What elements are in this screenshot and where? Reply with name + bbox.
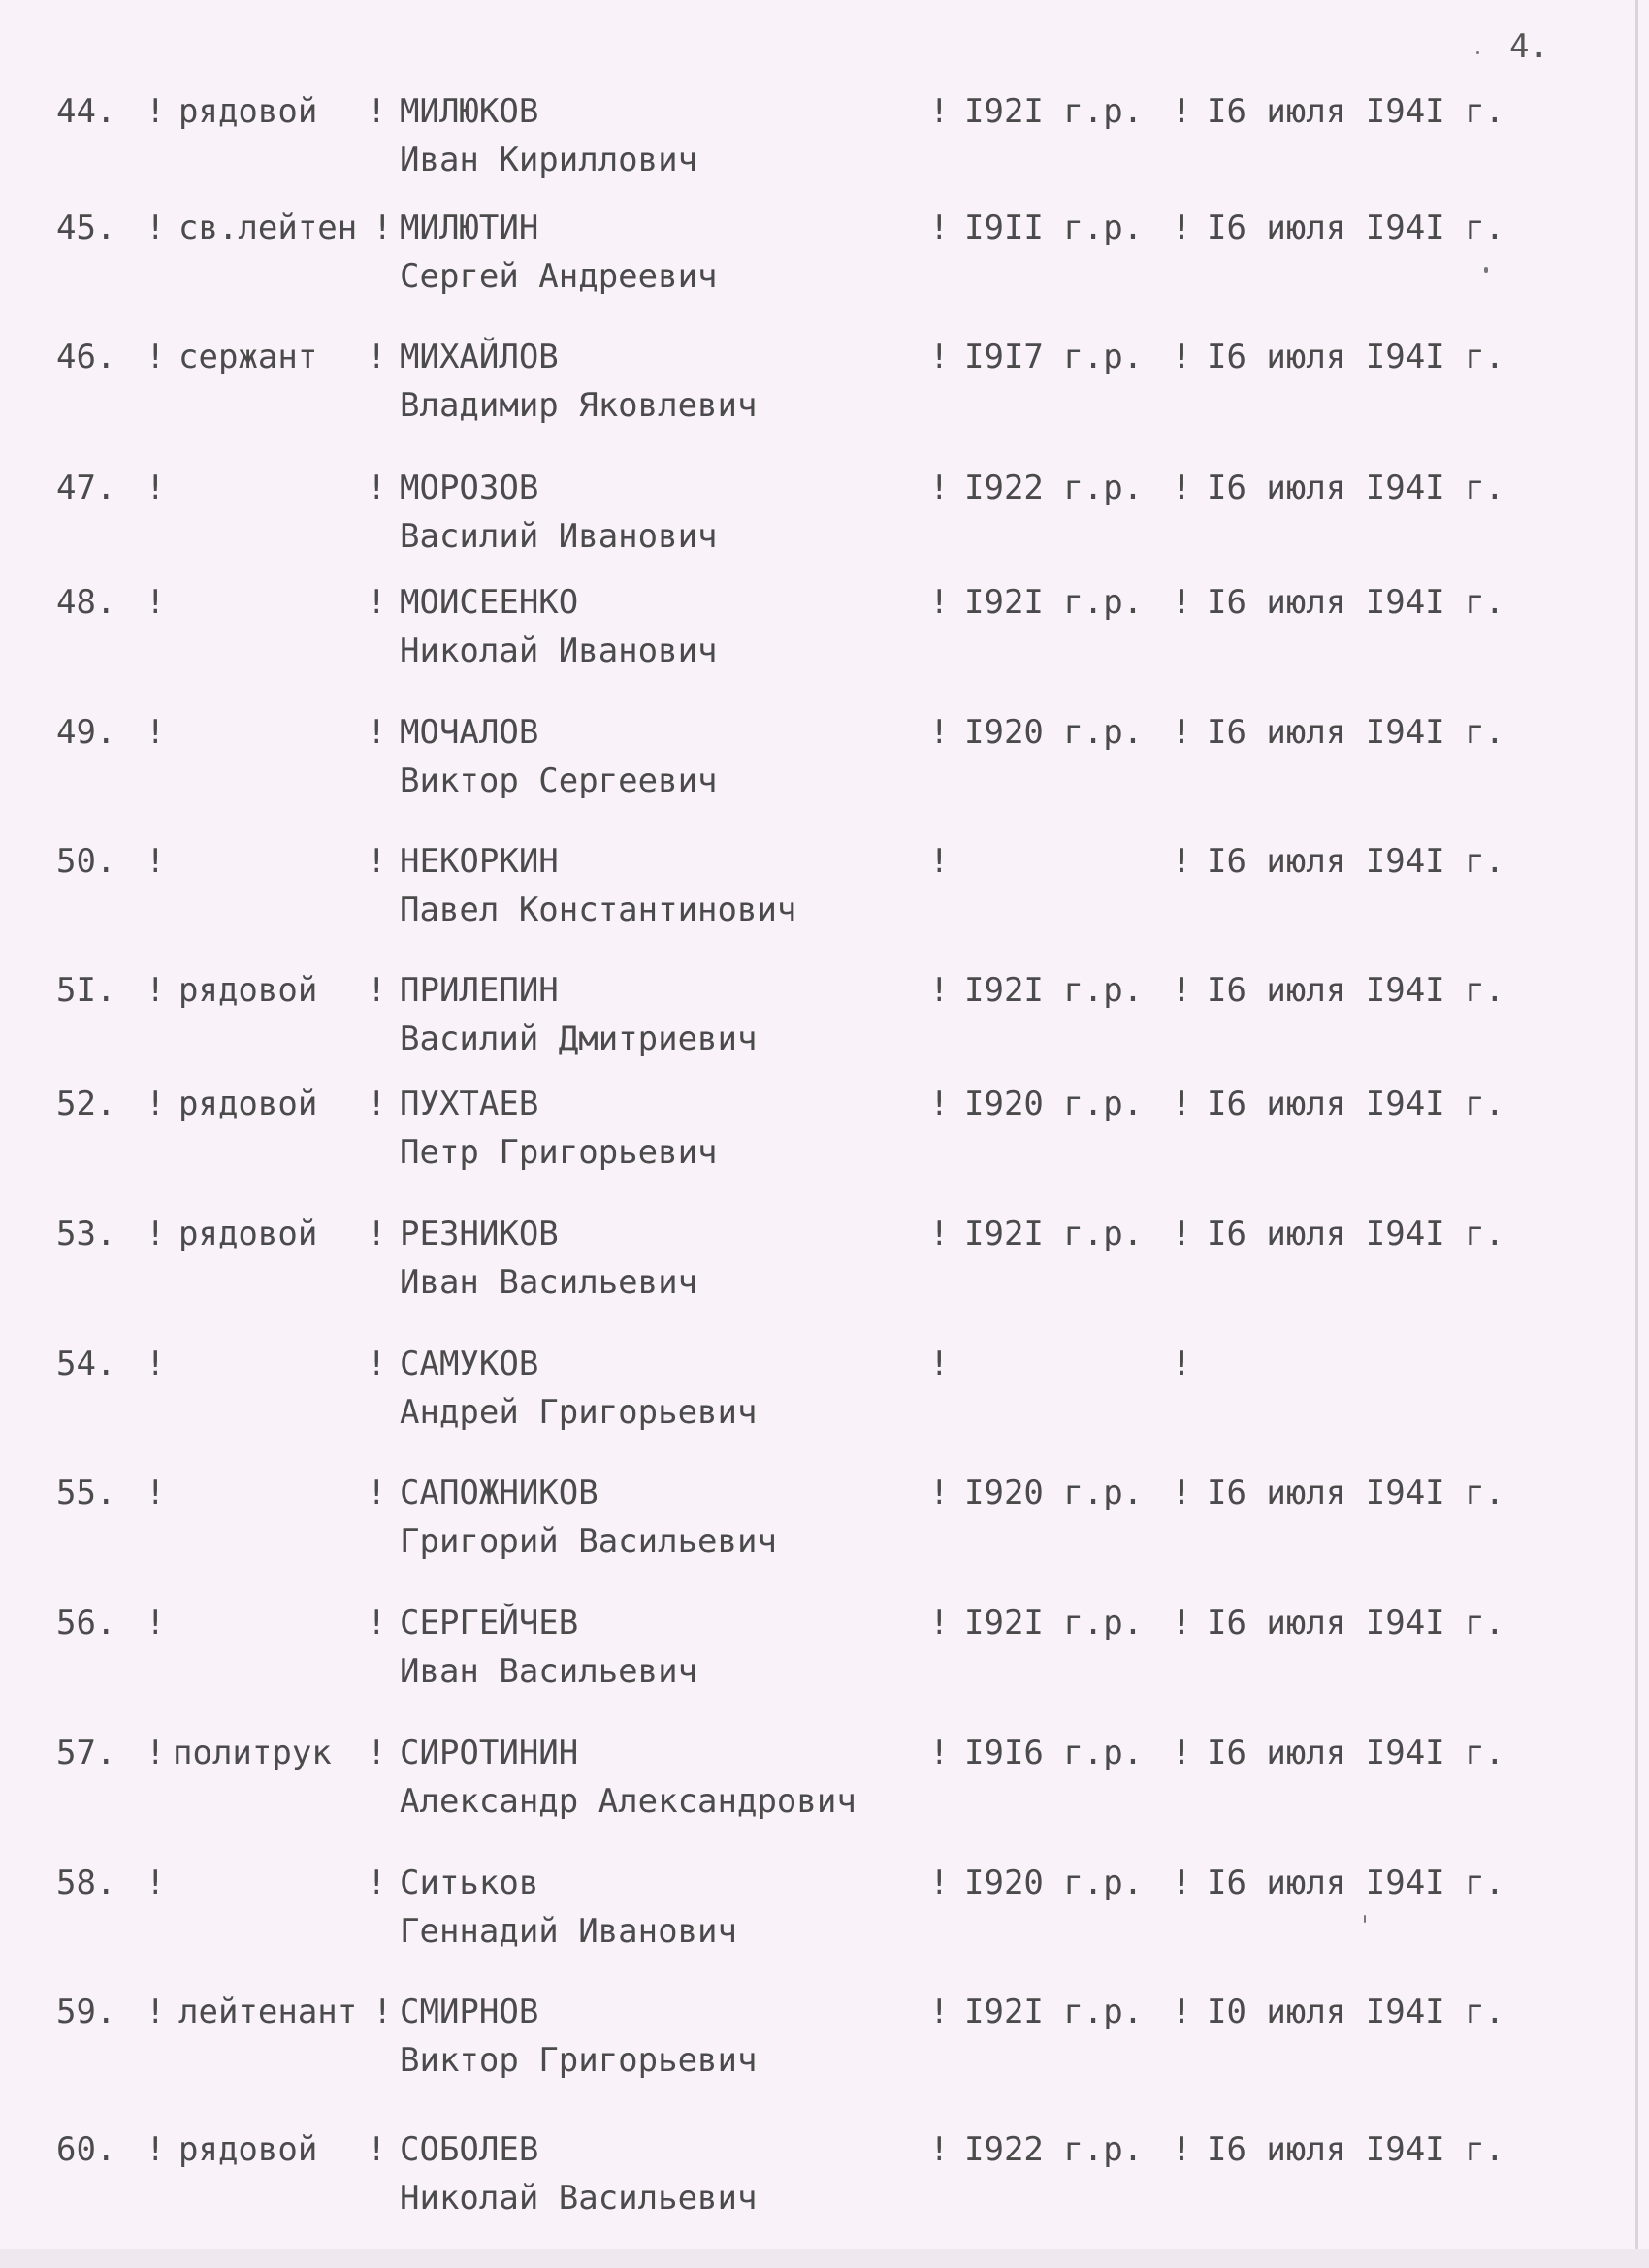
column-separator: ! xyxy=(929,1863,950,1902)
column-separator: ! xyxy=(367,1733,387,1772)
column-separator: ! xyxy=(929,209,950,247)
entry-birth-year: I92I г.р. xyxy=(964,1215,1144,1253)
column-separator: ! xyxy=(367,469,387,507)
column-separator: ! xyxy=(367,842,387,881)
entry-birth-year: I922 г.р. xyxy=(964,469,1144,507)
column-separator: ! xyxy=(1172,1604,1192,1642)
column-separator: ! xyxy=(1172,842,1192,881)
entry-birth-year: I92I г.р. xyxy=(964,583,1144,622)
entry-surname: МОИСЕЕНКО xyxy=(400,583,579,622)
entry-birth-year: I922 г.р. xyxy=(964,2130,1144,2169)
list-item xyxy=(0,1863,1649,1980)
entry-rank: политрук xyxy=(173,1733,332,1772)
column-separator: ! xyxy=(929,469,950,507)
column-separator: ! xyxy=(929,338,950,376)
entry-rank: лейтенант xyxy=(178,1993,358,2031)
entry-given-names: Николай Васильевич xyxy=(400,2179,758,2218)
entry-rank: рядовой xyxy=(178,1085,318,1123)
list-item xyxy=(0,1474,1649,1590)
entry-surname: МИЛЮКОВ xyxy=(400,92,539,131)
entry-surname: ПРИЛЕПИН xyxy=(400,971,559,1010)
entry-surname: САПОЖНИКОВ xyxy=(400,1474,598,1512)
column-separator: ! xyxy=(146,1733,166,1772)
list-item xyxy=(0,338,1649,454)
entry-date: I6 июля I94I г. xyxy=(1207,1604,1505,1642)
entry-surname: МИХАЙЛОВ xyxy=(400,338,559,376)
ink-speck xyxy=(1484,267,1488,273)
list-item xyxy=(0,1215,1649,1331)
entry-date: I6 июля I94I г. xyxy=(1207,1474,1505,1512)
entry-number: 48. xyxy=(56,583,116,622)
entry-rank: сержант xyxy=(178,338,318,376)
entry-number: 53. xyxy=(56,1215,116,1253)
entry-surname: МИЛЮТИН xyxy=(400,209,539,247)
entry-date: I6 июля I94I г. xyxy=(1207,583,1505,622)
entry-date: I6 июля I94I г. xyxy=(1207,469,1505,507)
column-separator: ! xyxy=(929,2130,950,2169)
scan-bottom-edge xyxy=(0,2249,1649,2268)
column-separator: ! xyxy=(146,1345,166,1383)
entry-birth-year: I920 г.р. xyxy=(964,1863,1144,1902)
entry-birth-year: I920 г.р. xyxy=(964,1474,1144,1512)
list-item xyxy=(0,469,1649,585)
column-separator: ! xyxy=(146,713,166,752)
column-separator: ! xyxy=(146,338,166,376)
entry-number: 5I. xyxy=(56,971,116,1010)
entry-date: I6 июля I94I г. xyxy=(1207,1085,1505,1123)
entry-surname: МОЧАЛОВ xyxy=(400,713,539,752)
list-item xyxy=(0,1993,1649,2109)
entry-date: I6 июля I94I г. xyxy=(1207,92,1505,131)
column-separator: ! xyxy=(367,2130,387,2169)
column-separator: ! xyxy=(146,92,166,131)
entry-number: 50. xyxy=(56,842,116,881)
column-separator: ! xyxy=(929,713,950,752)
column-separator: ! xyxy=(929,1993,950,2031)
list-item xyxy=(0,971,1649,1087)
column-separator: ! xyxy=(1172,1863,1192,1902)
column-separator: ! xyxy=(146,1604,166,1642)
entry-number: 47. xyxy=(56,469,116,507)
list-item xyxy=(0,1085,1649,1201)
column-separator: ! xyxy=(367,1345,387,1383)
column-separator: ! xyxy=(929,583,950,622)
entry-surname: СЕРГЕЙЧЕВ xyxy=(400,1604,579,1642)
column-separator: ! xyxy=(1172,338,1192,376)
column-separator: ! xyxy=(1172,583,1192,622)
entry-surname: Ситьков xyxy=(400,1863,539,1902)
column-separator: ! xyxy=(929,971,950,1010)
column-separator: ! xyxy=(367,1474,387,1512)
list-item xyxy=(0,1733,1649,1850)
entry-surname: САМУКОВ xyxy=(400,1345,539,1383)
entry-number: 56. xyxy=(56,1604,116,1642)
entry-birth-year: I920 г.р. xyxy=(964,713,1144,752)
column-separator: ! xyxy=(929,1215,950,1253)
entry-number: 58. xyxy=(56,1863,116,1902)
column-separator: ! xyxy=(367,971,387,1010)
entry-given-names: Василий Дмитриевич xyxy=(400,1020,758,1058)
entry-surname: РЕЗНИКОВ xyxy=(400,1215,559,1253)
column-separator: ! xyxy=(146,1215,166,1253)
column-separator: ! xyxy=(367,92,387,131)
list-item xyxy=(0,1604,1649,1720)
column-separator: ! xyxy=(1172,1733,1192,1772)
column-separator: ! xyxy=(146,209,166,247)
column-separator: ! xyxy=(1172,92,1192,131)
entry-birth-year: I92I г.р. xyxy=(964,92,1144,131)
entry-birth-year: I9II г.р. xyxy=(964,209,1144,247)
entry-date: I6 июля I94I г. xyxy=(1207,1215,1505,1253)
entry-number: 46. xyxy=(56,338,116,376)
column-separator: ! xyxy=(929,1604,950,1642)
entry-given-names: Василий Иванович xyxy=(400,517,718,556)
entry-birth-year: I920 г.р. xyxy=(964,1085,1144,1123)
column-separator: ! xyxy=(146,1085,166,1123)
entry-birth-year: I92I г.р. xyxy=(964,971,1144,1010)
column-separator: ! xyxy=(146,1863,166,1902)
entry-rank: рядовой xyxy=(178,971,318,1010)
scan-edge-line xyxy=(1635,0,1638,2268)
entry-date: I6 июля I94I г. xyxy=(1207,2130,1505,2169)
entry-surname: СИРОТИНИН xyxy=(400,1733,579,1772)
column-separator: ! xyxy=(367,583,387,622)
entry-birth-year: I9I7 г.р. xyxy=(964,338,1144,376)
entry-date: I6 июля I94I г. xyxy=(1207,842,1505,881)
column-separator: ! xyxy=(146,842,166,881)
column-separator: ! xyxy=(367,1085,387,1123)
entry-number: 54. xyxy=(56,1345,116,1383)
column-separator: ! xyxy=(929,1474,950,1512)
column-separator: ! xyxy=(929,1345,950,1383)
entry-surname: СМИРНОВ xyxy=(400,1993,539,2031)
column-separator: ! xyxy=(1172,209,1192,247)
entry-date: I6 июля I94I г. xyxy=(1207,1733,1505,1772)
list-item xyxy=(0,209,1649,325)
column-separator: ! xyxy=(367,1604,387,1642)
entry-surname: ПУХТАЕВ xyxy=(400,1085,539,1123)
entry-given-names: Геннадий Иванович xyxy=(400,1912,737,1951)
entry-surname: МОРОЗОВ xyxy=(400,469,539,507)
column-separator: ! xyxy=(1172,1085,1192,1123)
column-separator: ! xyxy=(1172,1345,1192,1383)
entry-given-names: Александр Александрович xyxy=(400,1782,857,1821)
entry-given-names: Иван Кириллович xyxy=(400,141,698,179)
entry-given-names: Виктор Григорьевич xyxy=(400,2041,758,2080)
entry-number: 49. xyxy=(56,713,116,752)
entry-given-names: Николай Иванович xyxy=(400,632,718,670)
column-separator: ! xyxy=(1172,1474,1192,1512)
entry-birth-year: I92I г.р. xyxy=(964,1604,1144,1642)
entry-number: 59. xyxy=(56,1993,116,2031)
column-separator: ! xyxy=(146,2130,166,2169)
entry-rank: рядовой xyxy=(178,92,318,131)
entry-rank: св.лейтен xyxy=(178,209,358,247)
column-separator: ! xyxy=(929,92,950,131)
entry-date: I6 июля I94I г. xyxy=(1207,209,1505,247)
entry-birth-year: I92I г.р. xyxy=(964,1993,1144,2031)
list-item xyxy=(0,713,1649,829)
column-separator: ! xyxy=(1172,469,1192,507)
column-separator: ! xyxy=(372,1993,393,2031)
list-item xyxy=(0,842,1649,958)
column-separator: ! xyxy=(1172,2130,1192,2169)
entry-given-names: Григорий Васильевич xyxy=(400,1522,777,1561)
entry-surname: СОБОЛЕВ xyxy=(400,2130,539,2169)
entry-given-names: Владимир Яковлевич xyxy=(400,386,758,425)
list-item xyxy=(0,2130,1649,2247)
entry-date: I6 июля I94I г. xyxy=(1207,971,1505,1010)
entry-given-names: Иван Васильевич xyxy=(400,1652,698,1691)
entry-date: I6 июля I94I г. xyxy=(1207,1863,1505,1902)
list-item xyxy=(0,1345,1649,1461)
column-separator: ! xyxy=(1172,1215,1192,1253)
column-separator: ! xyxy=(929,842,950,881)
column-separator: ! xyxy=(367,1863,387,1902)
column-separator: ! xyxy=(372,209,393,247)
entry-given-names: Петр Григорьевич xyxy=(400,1133,718,1172)
column-separator: ! xyxy=(367,1215,387,1253)
entry-number: 44. xyxy=(56,92,116,131)
column-separator: ! xyxy=(929,1085,950,1123)
entry-given-names: Виктор Сергеевич xyxy=(400,761,718,800)
column-separator: ! xyxy=(1172,971,1192,1010)
list-item xyxy=(0,583,1649,699)
entry-rank: рядовой xyxy=(178,1215,318,1253)
entry-birth-year: I9I6 г.р. xyxy=(964,1733,1144,1772)
column-separator: ! xyxy=(146,583,166,622)
entry-date: I0 июля I94I г. xyxy=(1207,1993,1505,2031)
column-separator: ! xyxy=(367,713,387,752)
entry-rank: рядовой xyxy=(178,2130,318,2169)
entry-number: 60. xyxy=(56,2130,116,2169)
column-separator: ! xyxy=(1172,713,1192,752)
entry-given-names: Сергей Андреевич xyxy=(400,257,718,296)
entry-given-names: Павел Константинович xyxy=(400,891,797,929)
entry-surname: НЕКОРКИН xyxy=(400,842,559,881)
entry-date: I6 июля I94I г. xyxy=(1207,338,1505,376)
column-separator: ! xyxy=(146,1474,166,1512)
column-separator: ! xyxy=(146,971,166,1010)
entry-given-names: Андрей Григорьевич xyxy=(400,1393,758,1432)
page-number: 4. xyxy=(1509,27,1549,66)
entry-number: 57. xyxy=(56,1733,116,1772)
column-separator: ! xyxy=(929,1733,950,1772)
entry-number: 52. xyxy=(56,1085,116,1123)
entry-given-names: Иван Васильевич xyxy=(400,1263,698,1302)
column-separator: ! xyxy=(146,1993,166,2031)
list-item xyxy=(0,92,1649,209)
ink-speck xyxy=(1364,1915,1366,1923)
column-separator: ! xyxy=(367,338,387,376)
column-separator: ! xyxy=(146,469,166,507)
entry-date: I6 июля I94I г. xyxy=(1207,713,1505,752)
column-separator: ! xyxy=(1172,1993,1192,2031)
entry-number: 45. xyxy=(56,209,116,247)
entry-number: 55. xyxy=(56,1474,116,1512)
ink-speck xyxy=(1476,51,1479,54)
